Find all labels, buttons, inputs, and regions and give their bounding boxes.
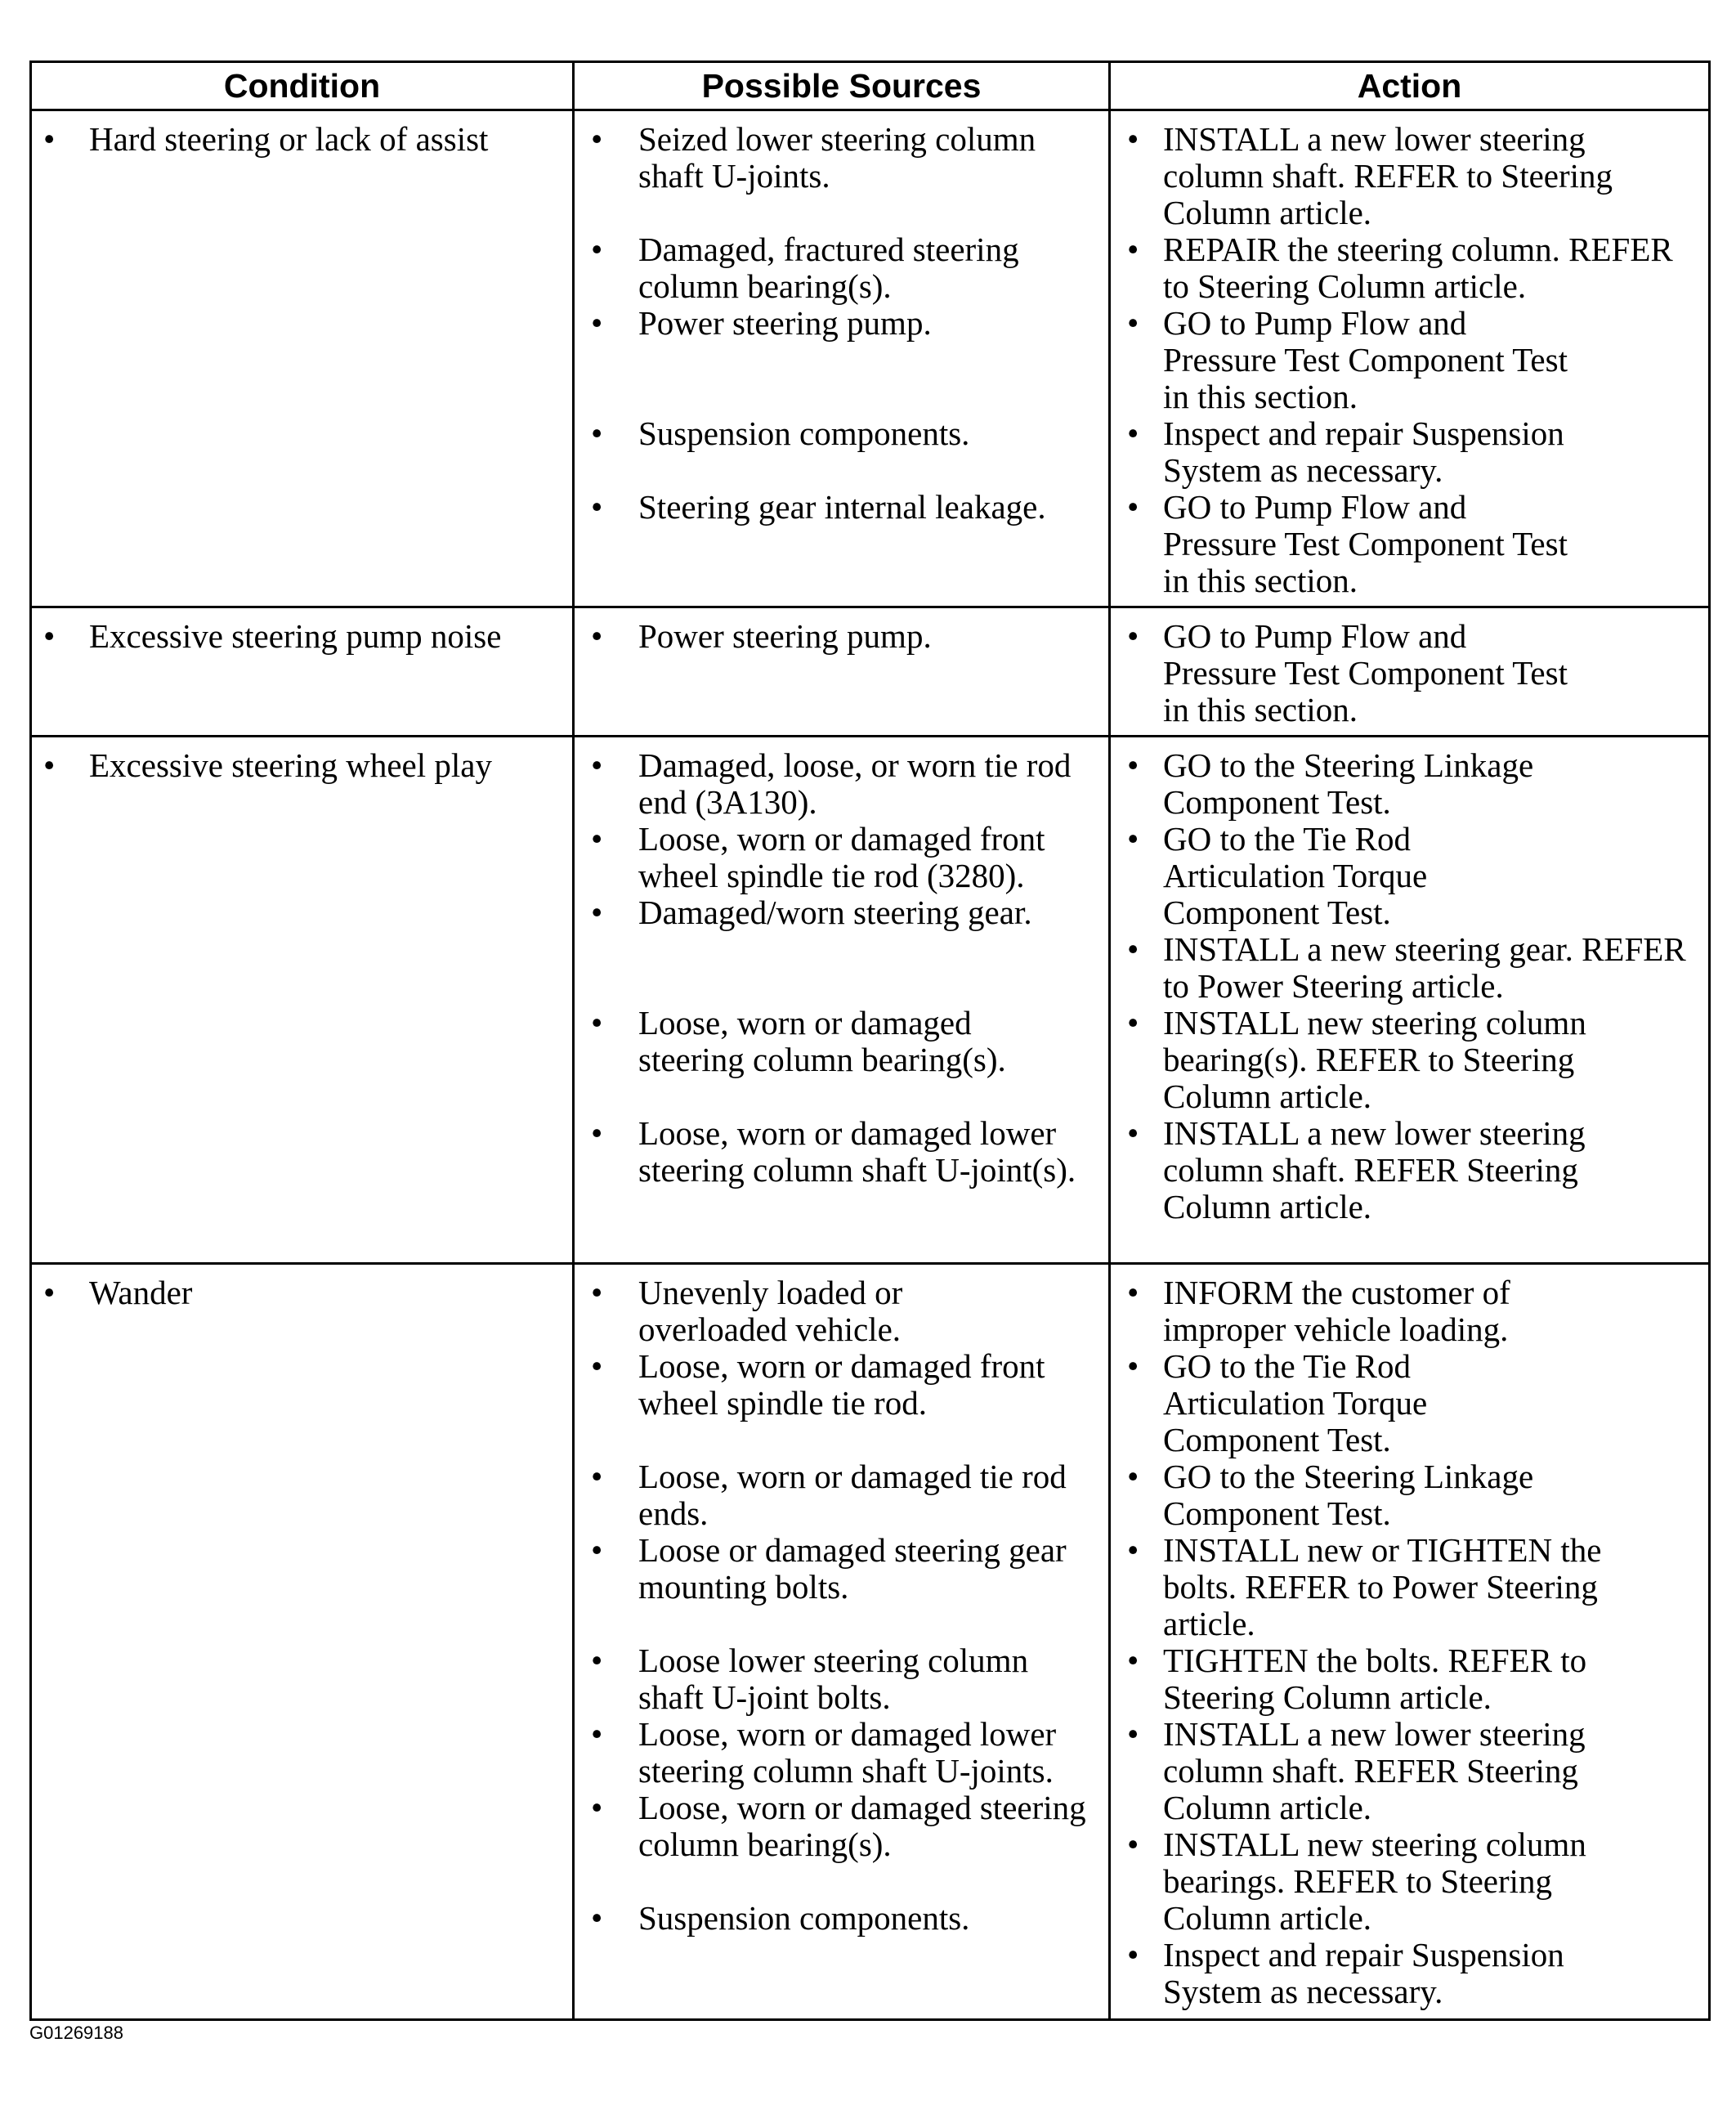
actions-cell bbox=[1110, 110, 1710, 607]
sources-cell bbox=[574, 1264, 1110, 2020]
source-item: • Loose, worn or damaged front wheel spindle tie rod. bbox=[584, 1348, 1080, 1422]
action-item: • INSTALL new steering column bearing(s). REFER to Steering Column article. bbox=[1121, 1005, 1653, 1115]
source-item: • Loose, worn or damaged front wheel spindle tie rod (3280). bbox=[584, 821, 1080, 894]
source-item: • Loose, worn or damaged lower steering column shaft U-joint(s). bbox=[584, 1115, 1096, 1189]
condition-cell bbox=[31, 607, 574, 737]
header-row bbox=[31, 62, 1710, 110]
sources-cell bbox=[574, 607, 1110, 737]
action-item: • REPAIR the steering column. REFER to Steering Column article. bbox=[1121, 231, 1702, 305]
action-item: • GO to the Tie Rod Articulation Torque Component Test. bbox=[1121, 821, 1506, 931]
source-item: • Loose or damaged steering gear mounting bolts. bbox=[584, 1532, 1080, 1606]
action-item: • GO to the Steering Linkage Component Test. bbox=[1121, 747, 1621, 821]
source-item: • Loose, worn or damaged lower steering column shaft U-joints. bbox=[584, 1716, 1080, 1790]
condition-text: • Excessive steering wheel play bbox=[42, 747, 566, 784]
header-action: Action bbox=[1110, 62, 1710, 110]
diagnosis-table bbox=[29, 60, 1711, 2021]
table-row bbox=[31, 607, 1710, 737]
action-item: • INSTALL a new lower steering column shaft. REFER to Steering Column article. bbox=[1121, 121, 1637, 231]
condition-cell bbox=[31, 110, 574, 607]
action-item: • INSTALL a new lower steering column shaft. REFER Steering Column article. bbox=[1121, 1716, 1637, 1826]
action-item: • TIGHTEN the bolts. REFER to Steering Column article. bbox=[1121, 1642, 1621, 1716]
source-item: • Damaged, loose, or worn tie rod end (3A130). bbox=[584, 747, 1096, 821]
action-item: • GO to Pump Flow and Pressure Test Component Test in this section. bbox=[1121, 305, 1588, 415]
actions-cell bbox=[1110, 737, 1710, 1264]
source-item: • Loose, worn or damaged steering column bearing(s). bbox=[584, 1790, 1096, 1863]
source-item: • Damaged, fractured steering column bearing(s). bbox=[584, 231, 1096, 305]
sources-cell bbox=[574, 737, 1110, 1264]
header-condition: Condition bbox=[31, 62, 574, 110]
table-row bbox=[31, 1264, 1710, 2020]
action-item: • GO to Pump Flow and Pressure Test Component Test in this section. bbox=[1121, 618, 1588, 728]
figure-code: G01269188 bbox=[29, 2023, 123, 2043]
action-item: • INSTALL a new lower steering column shaft. REFER Steering Column article. bbox=[1121, 1115, 1637, 1225]
condition-text: • Excessive steering pump noise bbox=[42, 618, 514, 655]
action-item: • Inspect and repair Suspension System as necessary. bbox=[1121, 415, 1621, 489]
condition-text: • Hard steering or lack of assist bbox=[42, 121, 566, 158]
header-possible-sources: Possible Sources bbox=[574, 62, 1110, 110]
condition-cell bbox=[31, 737, 574, 1264]
action-item: • Inspect and repair Suspension System as necessary. bbox=[1121, 1937, 1621, 2010]
action-item: • GO to the Steering Linkage Component Test. bbox=[1121, 1458, 1621, 1532]
source-item: • Suspension components. bbox=[584, 415, 1102, 452]
action-item: • GO to the Tie Rod Articulation Torque Component Test. bbox=[1121, 1348, 1506, 1458]
source-item: • Unevenly loaded or overloaded vehicle. bbox=[584, 1274, 998, 1348]
sources-cell bbox=[574, 110, 1110, 607]
action-item: • INFORM the customer of improper vehicle loading. bbox=[1121, 1274, 1588, 1348]
action-item: • INSTALL new steering column bearings. REFER to Steering Column article. bbox=[1121, 1826, 1621, 1937]
actions-cell bbox=[1110, 1264, 1710, 2020]
action-item: • GO to Pump Flow and Pressure Test Component Test in this section. bbox=[1121, 489, 1588, 599]
condition-cell bbox=[31, 1264, 574, 2020]
source-item: • Loose, worn or damaged tie rod ends. bbox=[584, 1458, 1096, 1532]
source-item: • Loose lower steering column shaft U-joint bolts. bbox=[584, 1642, 1096, 1716]
source-item: • Loose, worn or damaged steering column bearing(s). bbox=[584, 1005, 1080, 1078]
source-item: • Steering gear internal leakage. bbox=[584, 489, 1102, 526]
source-item: • Suspension components. bbox=[584, 1900, 1102, 1937]
condition-text: • Wander bbox=[42, 1274, 566, 1311]
action-item: • INSTALL a new steering gear. REFER to Power Steering article. bbox=[1121, 931, 1686, 1005]
source-item: • Damaged/worn steering gear. bbox=[584, 894, 1102, 931]
action-item: • INSTALL new or TIGHTEN the bolts. REFER to Power Steering article. bbox=[1121, 1532, 1621, 1642]
source-item: • Power steering pump. bbox=[584, 305, 1102, 342]
source-item: • Seized lower steering column shaft U-joints. bbox=[584, 121, 1096, 195]
source-item: • Power steering pump. bbox=[584, 618, 1102, 655]
table-row bbox=[31, 737, 1710, 1264]
actions-cell bbox=[1110, 607, 1710, 737]
table-row bbox=[31, 110, 1710, 607]
